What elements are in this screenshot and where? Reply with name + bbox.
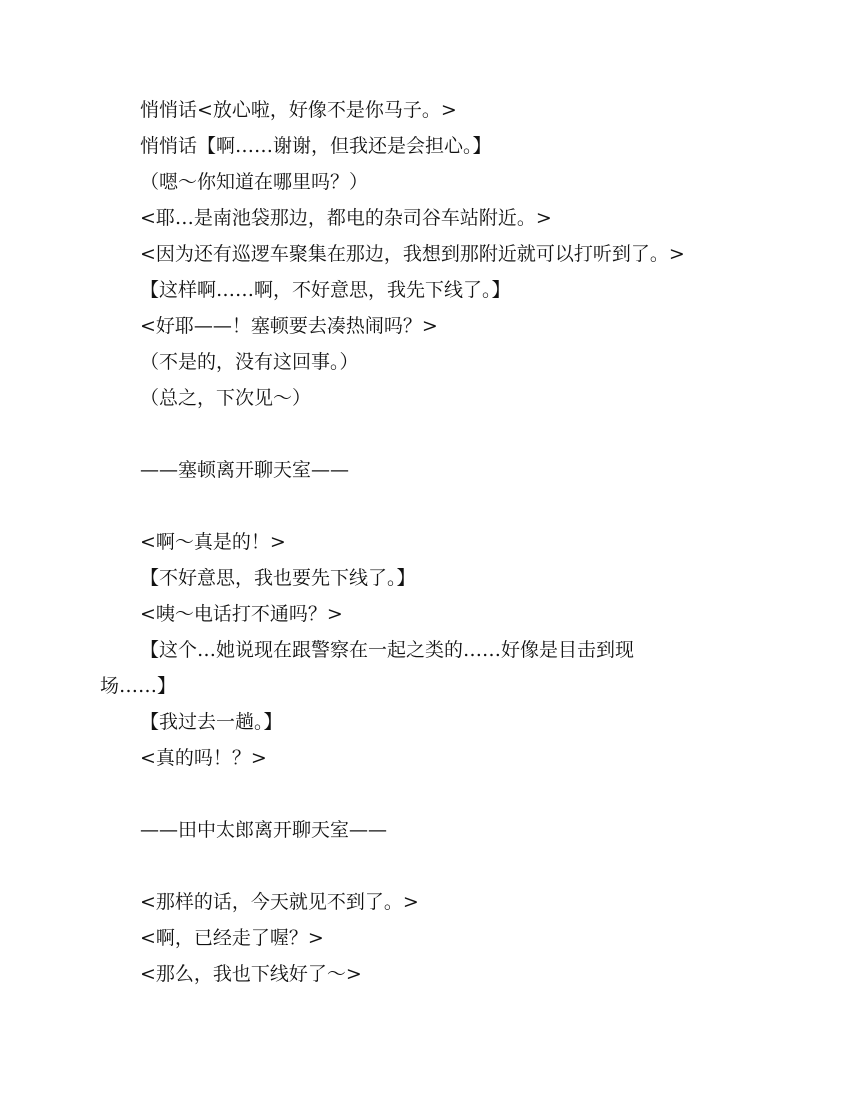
text-line: <好耶——！塞顿要去凑热闹吗？> [140, 315, 438, 337]
chat-system-message: ——田中太郎离开聊天室—— [140, 819, 388, 841]
text-line: （不是的，没有这回事。） [140, 351, 359, 373]
text-line: <咦～电话打不通吗？> [140, 603, 343, 625]
text-line: <真的吗！？> [140, 747, 267, 769]
text-line: <啊，已经走了喔？> [140, 927, 324, 949]
text-line: <那么，我也下线好了～> [140, 963, 362, 985]
text-line: <啊～真是的！> [140, 531, 286, 553]
text-line: 【不好意思，我也要先下线了。】 [140, 567, 416, 589]
text-line: （嗯～你知道在哪里吗？） [140, 171, 369, 193]
blank-line [100, 776, 730, 812]
text-line-wrapped: 【这个…她说现在跟警察在一起之类的……好像是目击到现场……】 [100, 639, 635, 697]
text-line: <那样的话，今天就见不到了。> [140, 891, 419, 913]
blank-line [100, 488, 730, 524]
text-line: <耶…是南池袋那边，都电的杂司谷车站附近。> [140, 207, 552, 229]
blank-line [100, 416, 730, 452]
text-line: 【这样啊……啊，不好意思，我先下线了。】 [140, 279, 511, 301]
text-line: 悄悄话<放心啦，好像不是你马子。> [140, 99, 457, 121]
text-line: <因为还有巡逻车聚集在那边，我想到那附近就可以打听到了。> [140, 243, 685, 265]
blank-line [100, 848, 730, 884]
text-line: 【我过去一趟。】 [140, 711, 283, 733]
text-line: （总之，下次见～） [140, 387, 312, 409]
chat-system-message: ——塞顿离开聊天室—— [140, 459, 350, 481]
text-line: 悄悄话【啊……谢谢，但我还是会担心。】 [140, 135, 492, 157]
